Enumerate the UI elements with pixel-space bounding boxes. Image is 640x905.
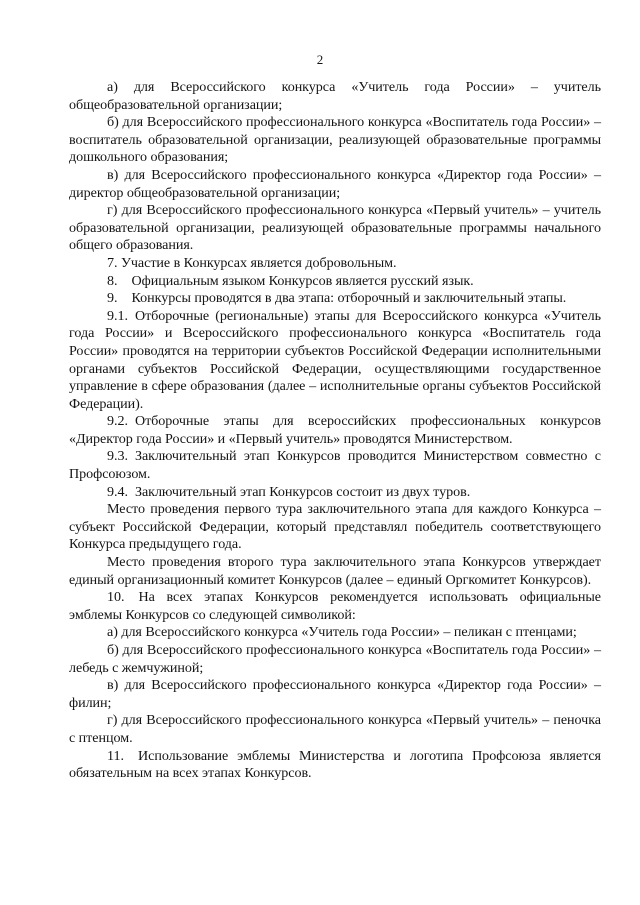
paragraph-9-3: 9.3. Заключительный этап Конкурсов проводится Министерством совместно с Профсоюзом. <box>69 448 601 483</box>
paragraph-10c: в) для Всероссийского профессионального конкурса «Директор года России» – филин; <box>69 677 601 711</box>
paragraph-10b: б) для Всероссийского профессионального конкурса «Воспитатель года России» – лебедь с жемчужиной; <box>69 642 601 676</box>
document-body <box>69 79 601 783</box>
paragraph-8: 8. Официальным языком Конкурсов является русский язык. <box>107 272 474 289</box>
paragraph-10: 10. На всех этапах Конкурсов рекомендуется использовать официальные эмблемы Конкурсов со следующей символикой: <box>69 589 601 623</box>
paragraph-9-4: 9.4. Заключительный этап Конкурсов состоит из двух туров. <box>107 483 471 500</box>
paragraph-9-1: 9.1. Отборочные (региональные) этапы для Всероссийского конкурса «Учитель года России» и Всероссийского профессионального конкурса «Воспитатель года России» проводятся на территории субъектов Российской Федерации исполнительными органами субъектов Российской Федерации, осуществляющими государственное управление в сфере образования (далее – исполнительные органы субъектов Российской Федерации). <box>69 307 601 412</box>
paragraph-6d: г) для Всероссийского профессионального конкурса «Первый учитель» – учитель образовательной организации, реализующей образовательные программы начального общего образования. <box>69 202 601 254</box>
paragraph-6c: в) для Всероссийского профессионального конкурса «Директор года России» – директор общеобразовательной организации; <box>69 166 601 201</box>
paragraph-11: 11. Использование эмблемы Министерства и логотипа Профсоюза является обязательным на всех этапах Конкурсов. <box>69 747 601 782</box>
page-number: 2 <box>316 52 324 67</box>
paragraph-first-tour: Место проведения первого тура заключительного этапа для каждого Конкурса – субъект Российской Федерации, который представлял победитель соответствующего Конкурса предыдущего года. <box>69 501 601 553</box>
paragraph-7: 7. Участие в Конкурсах является добровольным. <box>107 254 397 271</box>
paragraph-second-tour: Место проведения второго тура заключительного этапа Конкурсов утверждает единый организационный комитет Конкурсов (далее – единый Оргкомитет Конкурсов). <box>69 554 601 588</box>
paragraph-9: 9. Конкурсы проводятся в два этапа: отборочный и заключительный этапы. <box>107 290 567 307</box>
paragraph-9-2: 9.2. Отборочные этапы для всероссийских профессиональных конкурсов «Директор года России» и «Первый учитель» проводятся Министерством. <box>69 413 601 447</box>
paragraph-6a: а) для Всероссийского конкурса «Учитель года России» – учитель общеобразовательной организации; <box>69 79 601 113</box>
paragraph-10d: г) для Всероссийского профессионального конкурса «Первый учитель» – пеночка с птенцом. <box>69 712 601 746</box>
paragraph-10a: а) для Всероссийского конкурса «Учитель года России» – пеликан с птенцами; <box>107 624 577 641</box>
paragraph-6b: б) для Всероссийского профессионального конкурса «Воспитатель года России» – воспитатель образовательной организации, реализующей образовательные программы дошкольного образования; <box>69 114 601 166</box>
